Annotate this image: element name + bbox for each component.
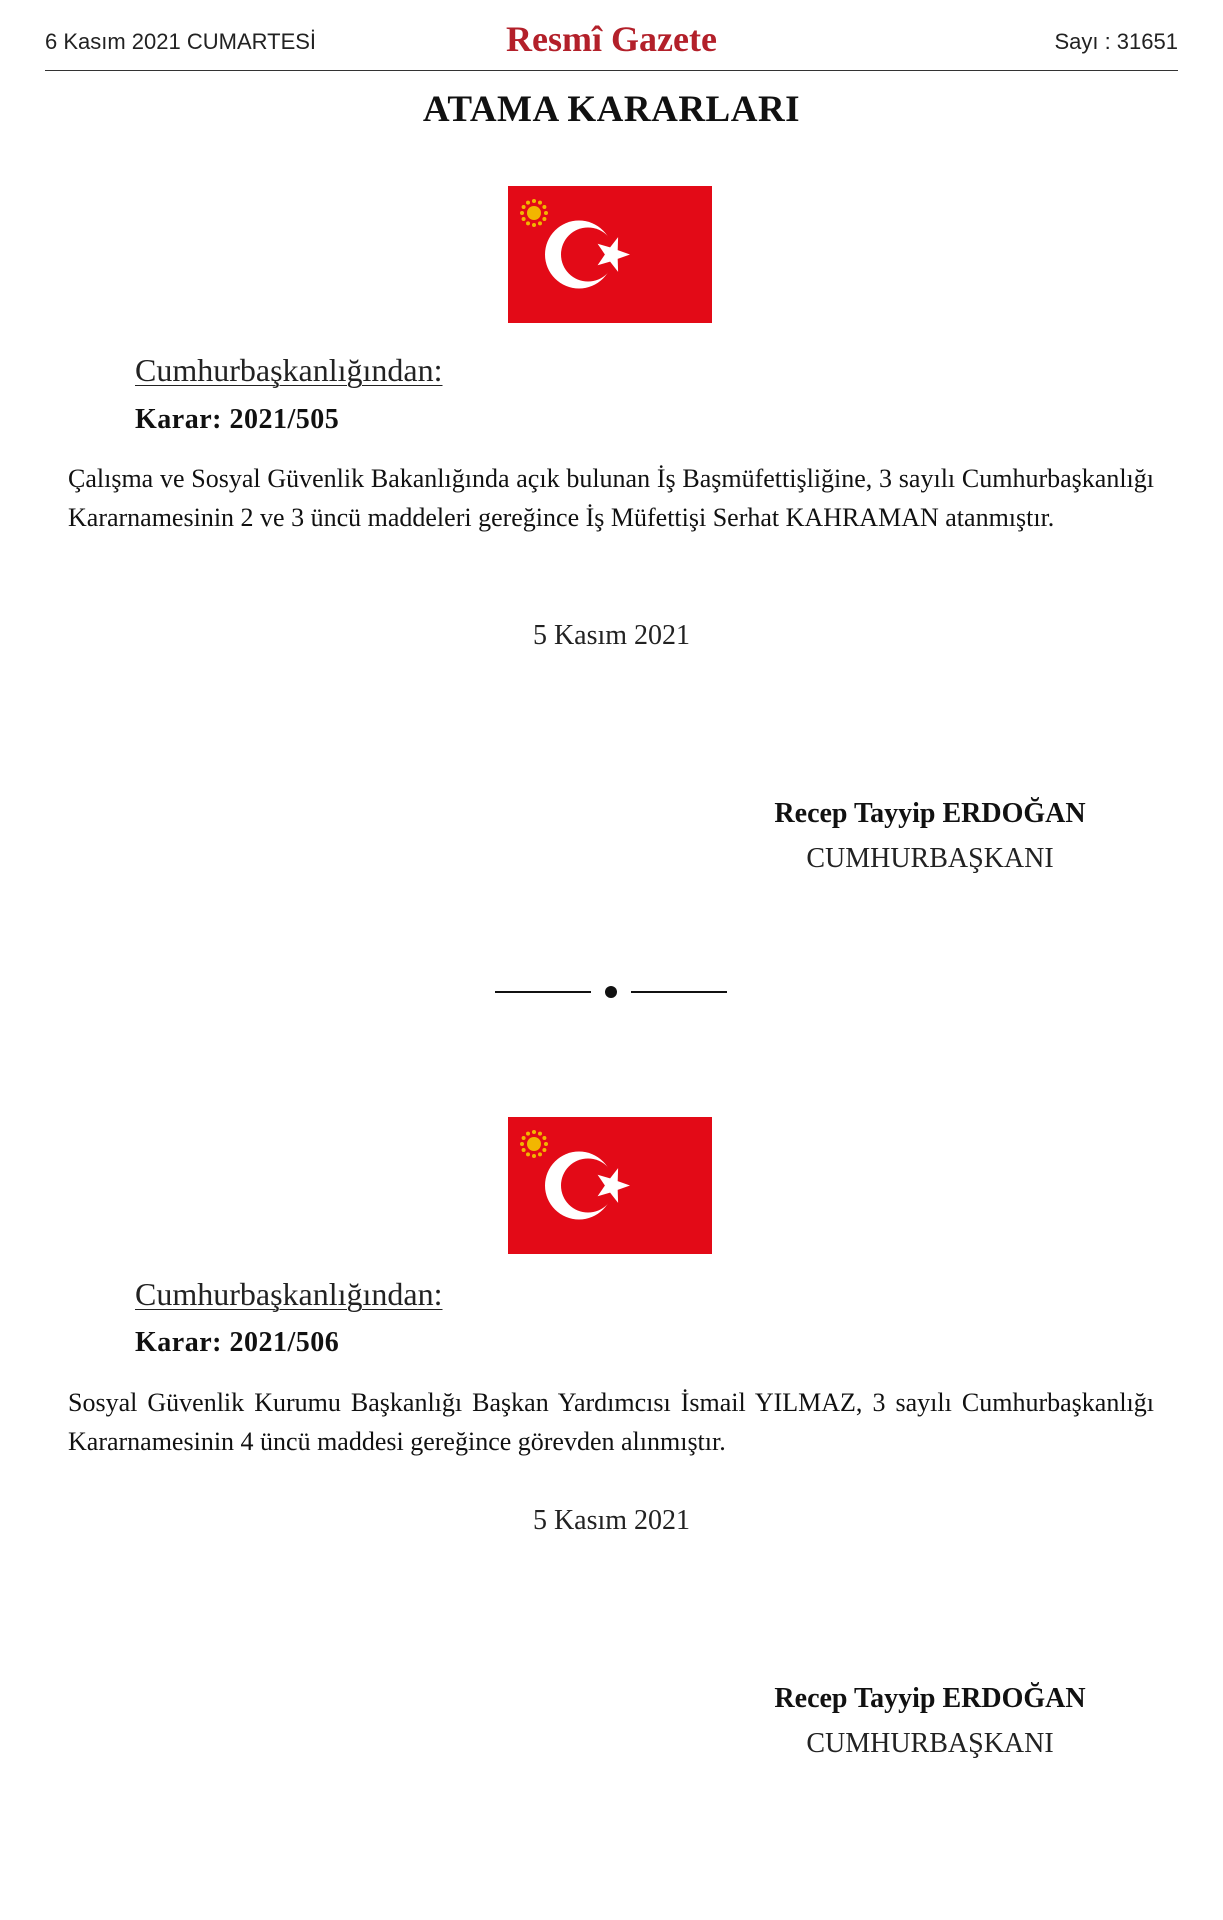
decision-text: Çalışma ve Sosyal Güvenlik Bakanlığında açık bulunan İş Başmüfettişliğine, 3 sayılı Cumhurbaşkanlığı Kararnamesinin 2 ve 3 üncü maddeleri gereğince İş Müfettişi Serhat KAHRAMAN atanmıştır. [68, 464, 1154, 532]
gazette-header [45, 18, 1178, 70]
decision-number: Karar: 2021/505 [135, 404, 340, 435]
gazette-title: Resmî Gazete [506, 19, 717, 59]
separator-line [631, 991, 727, 993]
decision-date: 5 Kasım 2021 [532, 1505, 691, 1536]
separator-line [495, 991, 591, 993]
signer-name: Recep Tayyip ERDOĞAN [774, 798, 1086, 829]
presidential-flag-icon [508, 186, 712, 323]
section-title: ATAMA KARARLARI [422, 89, 801, 130]
issue-date: 6 Kasım 2021 CUMARTESİ [45, 29, 317, 54]
decision-text: Sosyal Güvenlik Kurumu Başkanlığı Başkan Yardımcısı İsmail YILMAZ, 3 sayılı Cumhurbaşkanlığı Kararnamesinin 4 üncü maddesi gereğince görevden alınmıştır. [68, 1388, 1154, 1456]
issue-number: Sayı : 31651 [1054, 29, 1178, 54]
presidential-flag-icon [508, 1117, 712, 1254]
signer-name: Recep Tayyip ERDOĞAN [774, 1683, 1086, 1714]
signer-title: CUMHURBAŞKANI [806, 1728, 1054, 1759]
issuing-authority: Cumhurbaşkanlığından: [135, 1276, 443, 1312]
decision-date: 5 Kasım 2021 [532, 620, 691, 651]
signer-title: CUMHURBAŞKANI [806, 843, 1054, 874]
header-divider [45, 70, 1178, 71]
issuing-authority: Cumhurbaşkanlığından: [135, 352, 443, 388]
section-separator [495, 980, 727, 1004]
decision-number: Karar: 2021/506 [135, 1327, 340, 1358]
separator-dot [605, 986, 617, 998]
